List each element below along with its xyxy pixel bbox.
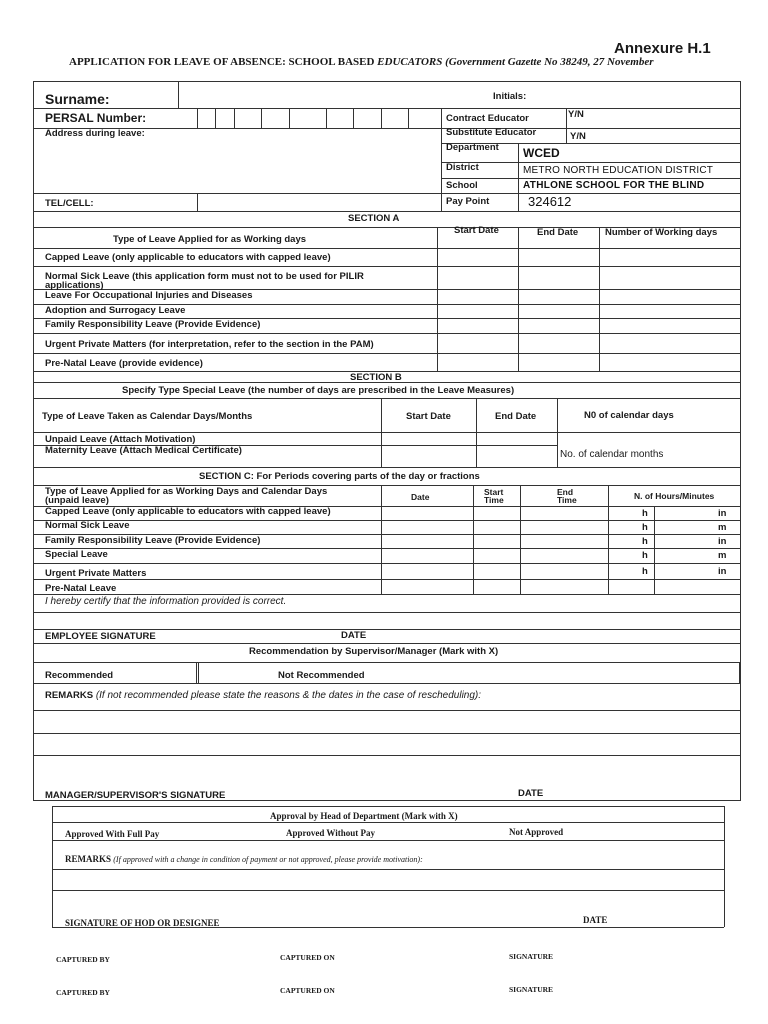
- list-item: Urgent Private Matters (for interpretation, refer to the section in the PAM): [45, 339, 374, 350]
- section-b-title: SECTION B: [350, 372, 402, 383]
- annexure-label: Annexure H.1: [614, 40, 711, 57]
- section-a-col-start: Start Date: [454, 225, 499, 236]
- employee-signature-label: EMPLOYEE SIGNATURE: [45, 631, 156, 642]
- section-a-col-end: End Date: [537, 227, 579, 238]
- capture-signature-label-2: SIGNATURE: [509, 985, 554, 994]
- hours-m: in: [718, 536, 727, 547]
- approved-without-pay-option[interactable]: Approved Without Pay: [286, 828, 376, 838]
- surname-label: Surname:: [45, 91, 110, 107]
- tel-field[interactable]: [199, 195, 439, 210]
- hours-h: h: [642, 522, 648, 533]
- surname-field[interactable]: [180, 83, 440, 107]
- calendar-months-label: No. of calendar months: [560, 449, 664, 460]
- captured-on-label: CAPTURED ON: [280, 953, 335, 962]
- hod-remarks-field[interactable]: [55, 871, 721, 889]
- section-c-col-hours: N. of Hours/Minutes: [634, 491, 715, 501]
- hours-m: in: [718, 566, 727, 577]
- school-label: School: [446, 180, 478, 191]
- section-c-col-end: End Time: [557, 487, 577, 505]
- list-item: applications): [45, 280, 104, 291]
- section-c-title: SECTION C: For Periods covering parts of the day or fractions: [199, 471, 480, 482]
- form-title-gazette: EDUCATORS (Government Gazette No 38249, 27 November: [377, 56, 654, 68]
- capture-signature-label: SIGNATURE: [509, 952, 554, 961]
- hours-h: h: [642, 550, 648, 561]
- address-label: Address during leave:: [45, 128, 145, 139]
- captured-by-label: CAPTURED BY: [56, 955, 110, 964]
- section-a-col-type: Type of Leave Applied for as Working days: [113, 234, 307, 245]
- captured-on-label-2: CAPTURED ON: [280, 986, 335, 995]
- list-item: Family Responsibility Leave (Provide Evidence): [45, 319, 261, 330]
- paypoint-label: Pay Point: [446, 196, 490, 207]
- department-label: Department: [446, 142, 499, 153]
- section-b-col-end: End Date: [495, 411, 537, 422]
- hours-m: m: [718, 522, 727, 533]
- hours-m: in: [718, 508, 727, 519]
- tel-label: TEL/CELL:: [45, 198, 94, 209]
- list-item: Unpaid Leave (Attach Motivation): [45, 434, 196, 445]
- list-item: Adoption and Surrogacy Leave: [45, 305, 186, 316]
- hod-approval-title: Approval by Head of Department (Mark with X): [270, 811, 458, 821]
- remarks-field[interactable]: [36, 712, 736, 752]
- section-c-col-type: Type of Leave Applied for as Working Days and Calendar Days: [45, 486, 328, 497]
- list-item: Pre-Natal Leave (provide evidence): [45, 358, 203, 369]
- hours-h: h: [642, 508, 648, 519]
- list-item: Capped Leave (only applicable to educators with capped leave): [45, 506, 331, 517]
- hod-remarks: REMARKS (If approved with a change in condition of payment or not approved, please provide motivation):: [65, 854, 423, 864]
- initials-label: Initials:: [493, 91, 527, 102]
- list-item: Pre-Natal Leave: [45, 583, 117, 594]
- section-b-col-start: Start Date: [406, 411, 451, 422]
- recommended-option[interactable]: Recommended: [45, 670, 114, 681]
- contract-educator-label: Contract Educator: [446, 113, 529, 124]
- manager-signature-label: MANAGER/SUPERVISOR'S SIGNATURE: [45, 790, 226, 801]
- certify-statement: I hereby certify that the information provided is correct.: [45, 596, 287, 607]
- section-c-col-type2: (unpaid leave): [45, 495, 109, 506]
- contract-yn[interactable]: Y/N: [568, 109, 584, 120]
- section-c-col-date: Date: [411, 492, 430, 502]
- remarks: REMARKS (If not recommended please state the reasons & the dates in the case of rescheduling):: [45, 690, 482, 701]
- captured-by-label-2: CAPTURED BY: [56, 988, 110, 997]
- substitute-educator-label: Substitute Educator: [446, 127, 537, 138]
- hours-h: h: [642, 566, 648, 577]
- school-value[interactable]: ATHLONE SCHOOL FOR THE BLIND: [523, 180, 705, 191]
- district-value[interactable]: METRO NORTH EDUCATION DISTRICT: [523, 165, 714, 176]
- list-item: Maternity Leave (Attach Medical Certificate): [45, 445, 242, 456]
- hours-m: m: [718, 550, 727, 561]
- persal-label: PERSAL Number:: [45, 111, 147, 125]
- form-title-main: APPLICATION FOR LEAVE OF ABSENCE: SCHOOL BASED: [69, 56, 375, 68]
- not-recommended-option[interactable]: Not Recommended: [278, 670, 365, 681]
- list-item: Leave For Occupational Injuries and Diseases: [45, 290, 253, 301]
- list-item: Family Responsibility Leave (Provide Evidence): [45, 535, 261, 546]
- hod-date-label: DATE: [583, 915, 608, 925]
- paypoint-value[interactable]: 324612: [528, 194, 572, 209]
- section-a-col-days: Number of Working days: [605, 227, 718, 238]
- manager-date-label: DATE: [518, 788, 544, 799]
- section-b-col-days: N0 of calendar days: [584, 410, 674, 421]
- recommendation-label: Recommendation by Supervisor/Manager (Mark with X): [249, 646, 499, 657]
- list-item: Urgent Private Matters: [45, 568, 147, 579]
- address-field[interactable]: [36, 142, 436, 190]
- section-b-subtitle: Specify Type Special Leave (the number of days are prescribed in the Leave Measures): [122, 385, 515, 396]
- persal-number-field[interactable]: [198, 109, 438, 127]
- section-a-title: SECTION A: [348, 213, 400, 224]
- not-approved-option[interactable]: Not Approved: [509, 827, 564, 837]
- list-item: Normal Sick Leave (this application form must not to be used for PILIR: [45, 271, 364, 282]
- hours-h: h: [642, 536, 648, 547]
- department-value[interactable]: WCED: [523, 146, 560, 160]
- substitute-yn[interactable]: Y/N: [570, 131, 586, 142]
- employee-date-label: DATE: [341, 630, 367, 641]
- list-item: Normal Sick Leave: [45, 520, 130, 531]
- approved-full-pay-option[interactable]: Approved With Full Pay: [65, 829, 160, 839]
- form-title: [69, 56, 654, 68]
- hod-signature-label: SIGNATURE OF HOD OR DESIGNEE: [65, 918, 220, 928]
- list-item: Capped Leave (only applicable to educators with capped leave): [45, 252, 331, 263]
- district-label: District: [446, 162, 479, 173]
- section-c-col-start: Start Time: [484, 487, 504, 505]
- list-item: Special Leave: [45, 549, 108, 560]
- section-b-col-type: Type of Leave Taken as Calendar Days/Months: [42, 411, 253, 422]
